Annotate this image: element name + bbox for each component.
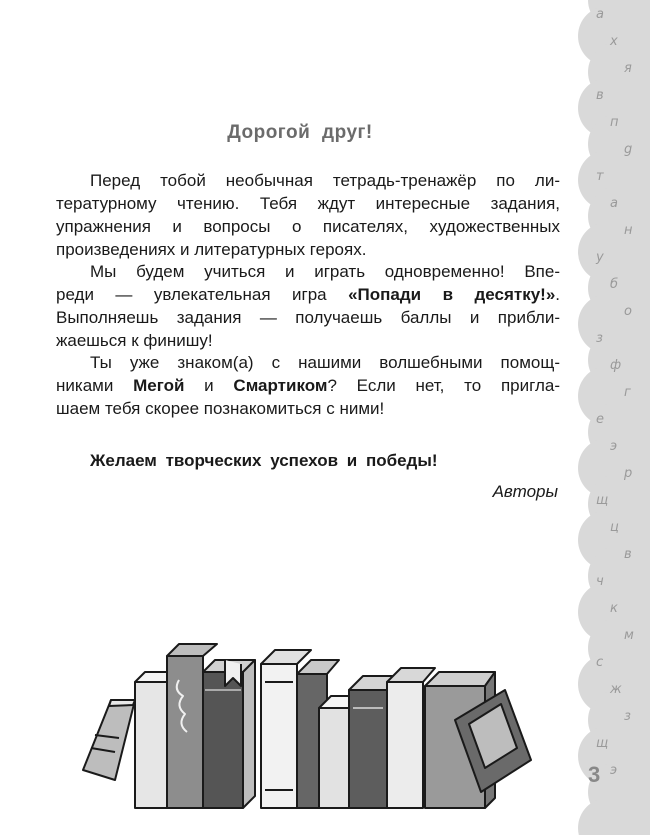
margin-letter: а: [596, 7, 604, 22]
wish-line: Желаем творческих успехов и победы!: [90, 451, 438, 470]
margin-letter: э: [610, 439, 618, 454]
text-line: Ты уже знаком(а) с нашими волшебными помощ-: [90, 353, 560, 372]
text-line: шаем тебя скорее познакомиться с ними!: [56, 399, 385, 418]
text-line: тературному чтению. Тебя ждут интересные задания,: [56, 194, 560, 213]
margin-letter: я: [624, 61, 632, 76]
margin-letter: м: [624, 628, 634, 643]
authors-signature: Авторы: [492, 482, 558, 501]
margin-letter: ф: [610, 358, 622, 373]
page-title: Дорогой друг!: [227, 122, 373, 143]
margin-letter: х: [610, 34, 618, 49]
page-number: 3: [588, 762, 601, 787]
margin-letter: к: [610, 601, 618, 616]
text-line: жаешься к финишу!: [56, 331, 213, 350]
margin-letter: щ: [596, 736, 609, 751]
margin-letter: с: [596, 655, 604, 670]
margin-letter: з: [596, 331, 603, 346]
margin-letter: у: [596, 250, 604, 265]
margin-letter: а: [610, 196, 618, 211]
margin-letter: в: [596, 88, 604, 103]
text-line: Мы будем учиться и играть одновременно! Впе-: [90, 262, 560, 281]
text-line: произведениях и литературных героях.: [56, 240, 367, 259]
text-line: Перед тобой необычная тетрадь-тренажёр по ли-: [90, 171, 560, 190]
margin-letter: п: [610, 115, 619, 130]
margin-letter: э: [610, 763, 618, 778]
margin-letter: ж: [610, 682, 622, 697]
margin-letter: ц: [610, 520, 619, 535]
margin-letter: г: [624, 385, 631, 400]
margin-letter: б: [610, 277, 619, 292]
margin-letter: g: [624, 142, 633, 157]
margin-letter: ч: [596, 574, 604, 589]
margin-letter: т: [596, 169, 604, 184]
margin-letter: е: [596, 412, 604, 427]
margin-letter: н: [624, 223, 633, 238]
margin-letter: о: [624, 304, 632, 319]
margin-letter: в: [624, 547, 632, 562]
text-line: никами Мегой и Смартиком? Если нет, то пригла-: [56, 376, 560, 395]
margin-letter: р: [624, 466, 633, 481]
text-line: упражнения и вопросы о писателях, художественных: [56, 217, 560, 236]
text-line: Выполняешь задания — получаешь баллы и прибли-: [56, 308, 560, 327]
books-illustration: [75, 620, 535, 820]
margin-letter: щ: [596, 493, 609, 508]
text-line: реди — увлекательная игра «Попади в десятку!».: [56, 285, 561, 304]
margin-letter: з: [624, 709, 631, 724]
